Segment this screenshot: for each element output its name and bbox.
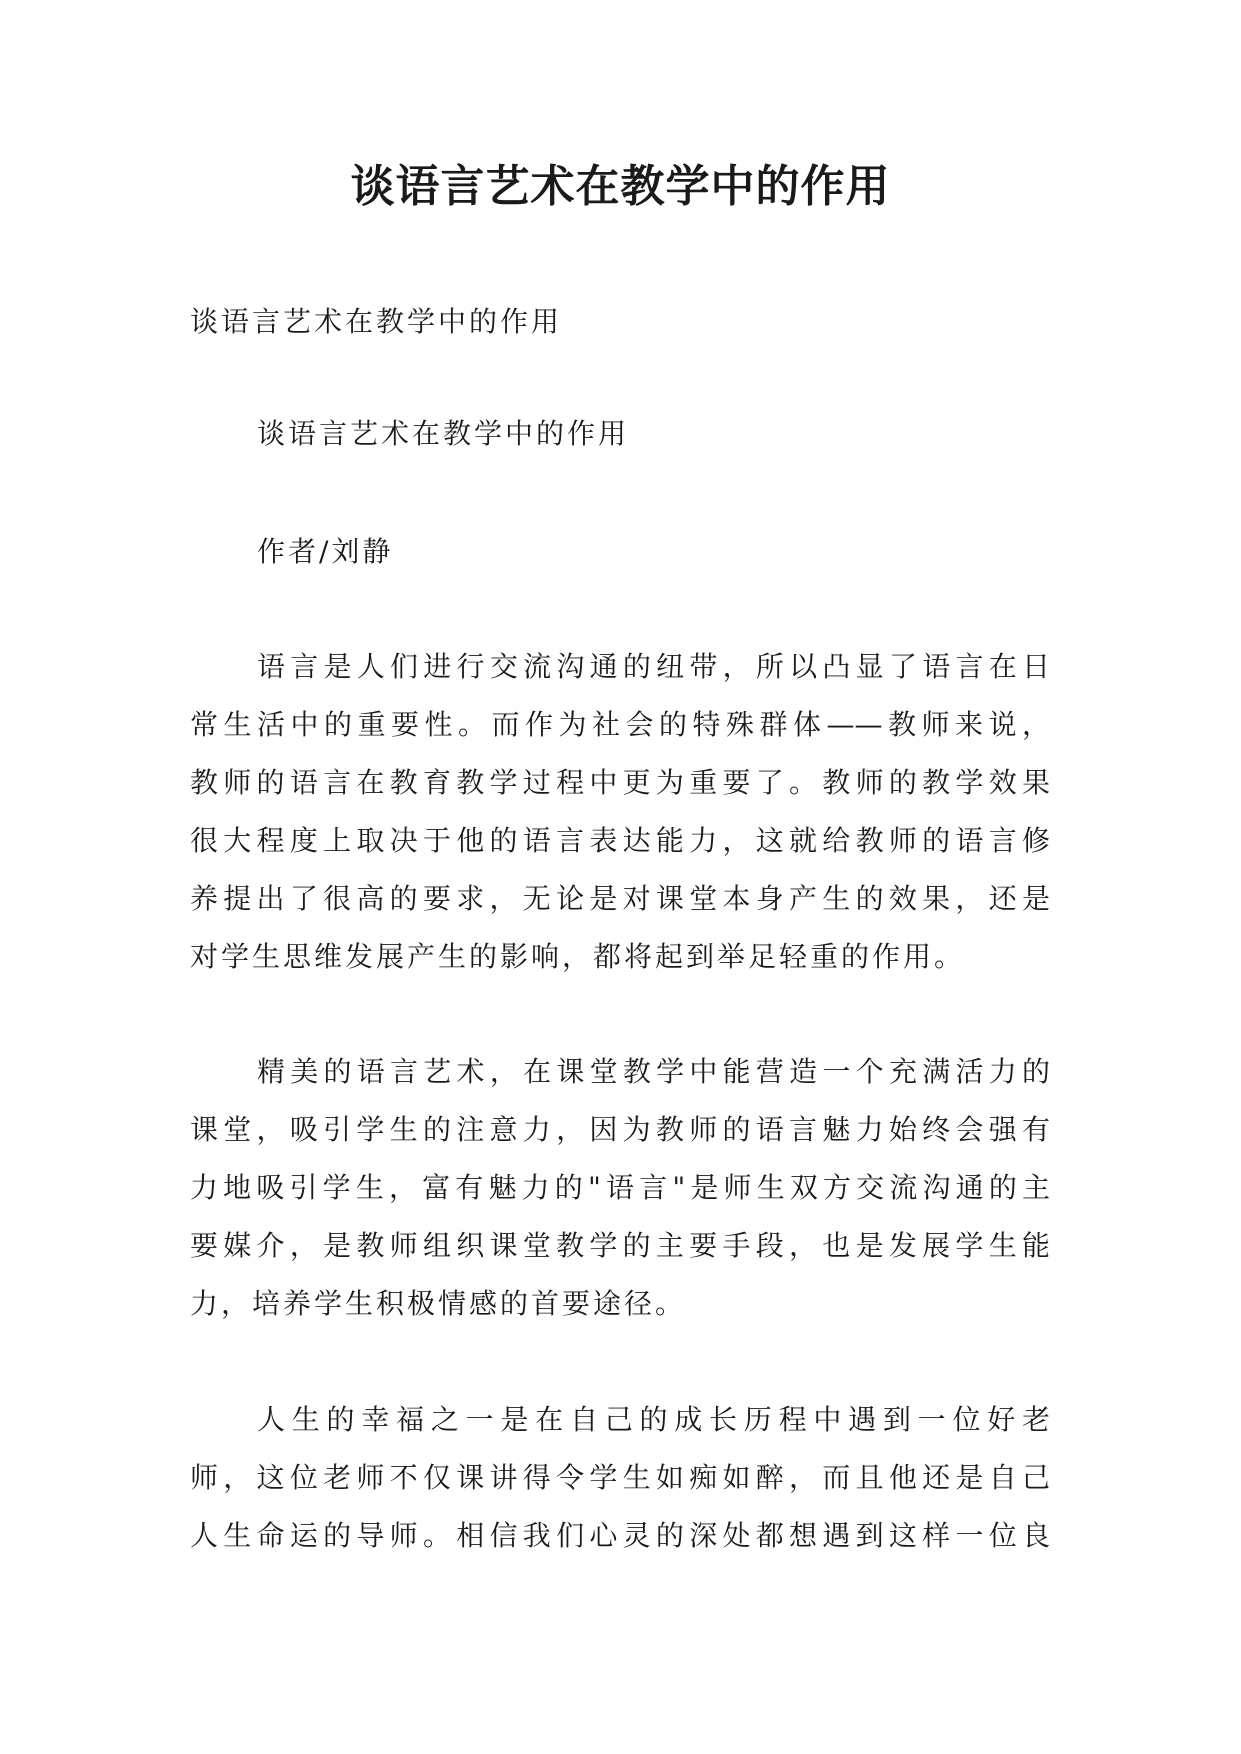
paragraph-line: 很大程度上取决于他的语言表达能力，这就给教师的语言修 xyxy=(190,824,1050,857)
paragraph-line: 人生的幸福之一是在自己的成长历程中遇到一位好老 xyxy=(257,1403,1050,1436)
paragraph-line: 要媒介，是教师组织课堂教学的主要手段，也是发展学生能 xyxy=(190,1229,1050,1262)
paragraph-line: 对学生思维发展产生的影响，都将起到举足轻重的作用。 xyxy=(190,940,966,973)
paragraph-line: 力地吸引学生，富有魅力的"语言"是师生双方交流沟通的主 xyxy=(190,1171,1050,1204)
paragraph-line: 教师的语言在教育教学过程中更为重要了。教师的教学效果 xyxy=(190,766,1050,799)
paragraph-line: 人生命运的导师。相信我们心灵的深处都想遇到这样一位良 xyxy=(190,1519,1050,1552)
subtitle-line-indented: 谈语言艺术在教学中的作用 xyxy=(257,417,630,450)
author-line: 作者/刘静 xyxy=(257,535,394,568)
paragraph-line: 师，这位老师不仅课讲得令学生如痴如醉，而且他还是自己 xyxy=(190,1461,1050,1494)
paragraph-line: 力，培养学生积极情感的首要途径。 xyxy=(190,1287,687,1320)
document-title: 谈语言艺术在教学中的作用 xyxy=(350,161,891,212)
paragraph-line: 语言是人们进行交流沟通的纽带，所以凸显了语言在日 xyxy=(257,650,1050,683)
paragraph-line: 精美的语言艺术，在课堂教学中能营造一个充满活力的 xyxy=(257,1055,1050,1088)
paragraph-line: 常生活中的重要性。而作为社会的特殊群体——教师来说， xyxy=(190,708,1050,741)
paragraph-line: 养提出了很高的要求，无论是对课堂本身产生的效果，还是 xyxy=(190,882,1050,915)
subtitle-line: 谈语言艺术在教学中的作用 xyxy=(190,305,563,338)
paragraph-line: 课堂，吸引学生的注意力，因为教师的语言魅力始终会强有 xyxy=(190,1113,1050,1146)
